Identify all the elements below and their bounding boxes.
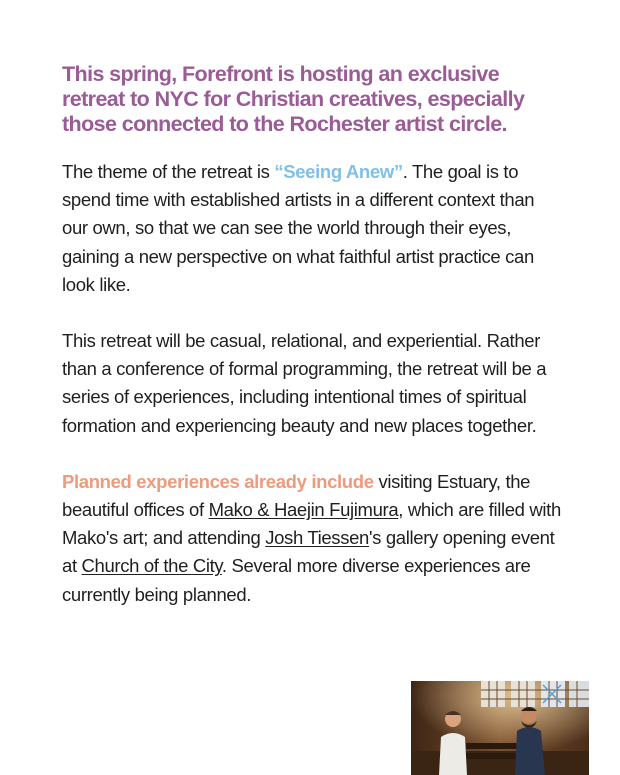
headline: This spring, Forefront is hosting an exclusive retreat to NYC for Christian creatives, especially those connected to the Rochester artist circle. [62, 62, 525, 136]
paragraph-format: This retreat will be casual, relational, and experiential. Rather than a conference of formal programming, the retreat will be a series of experiences, including intentional times of spiritual formation and experiencing beauty and new places together. [62, 330, 547, 436]
paragraph-experiences [62, 468, 562, 609]
experiences-text-3: 's gallery opening event at [62, 527, 555, 577]
retreat-photo [411, 681, 589, 775]
photo-illustration [411, 681, 589, 775]
link-mako-haejin-fujimura[interactable]: Mako & Haejin Fujimura [208, 499, 399, 521]
experiences-text-1: visiting Estuary, the beautiful offices of [62, 470, 531, 521]
paragraph-theme-prefix: The theme of the retreat is [62, 161, 275, 182]
link-josh-tiessen[interactable]: Josh Tiessen [265, 527, 369, 549]
window-icon [481, 681, 589, 707]
paragraph-theme [62, 158, 562, 299]
theme-highlight: “Seeing Anew” [274, 161, 403, 182]
experiences-text-4: . Several more diverse experiences are currently being planned. [62, 555, 531, 605]
paragraph-theme-suffix: . The goal is to spend time with established artists in a different context than our own, so that we can see the world through their eyes, gaining a new perspective on what faithful artist practice can look like. [62, 161, 535, 295]
experiences-highlight: Planned experiences already include [62, 470, 374, 492]
article-content [62, 62, 562, 609]
link-church-of-the-city[interactable]: Church of the City [81, 555, 222, 577]
experiences-text-2: , which are filled with Mako's art; and attending [62, 499, 561, 549]
